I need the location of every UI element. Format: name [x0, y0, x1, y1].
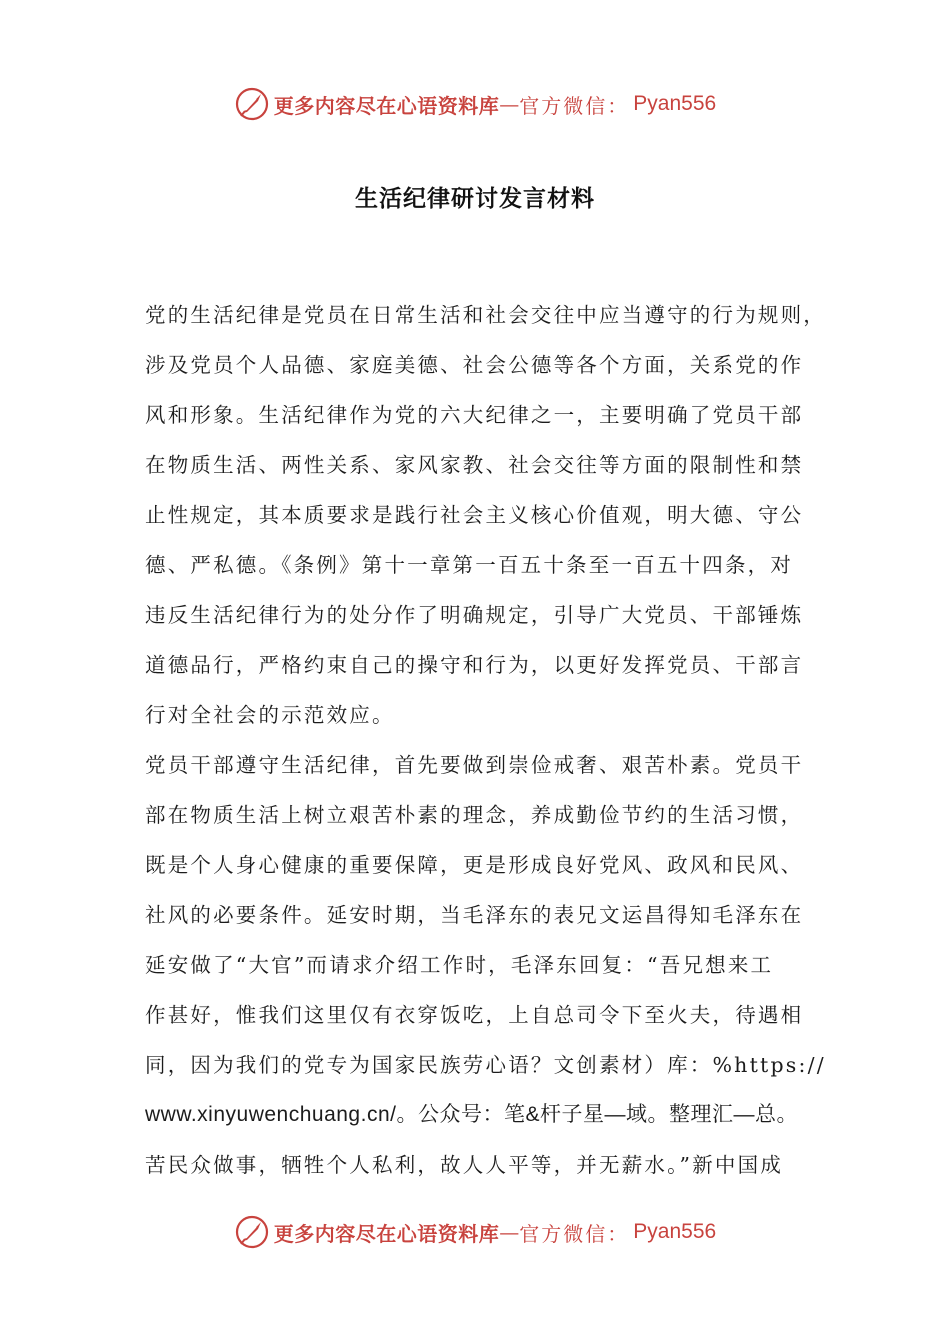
- document-title: 生活纪律研讨发言材料: [355, 186, 595, 212]
- text-line: 同，因为我们的党专为国家民族劳心语？文创素材）库：%https://: [145, 1053, 826, 1077]
- official-wechat-label: 官方微信：: [519, 1221, 630, 1246]
- text-line: 在物质生活、两性关系、家风家教、社会交往等方面的限制性和禁: [145, 453, 804, 477]
- wechat-id: Pyan556: [633, 1220, 717, 1243]
- brand-dash: —: [499, 92, 520, 116]
- text-line: 延安做了“大官”而请求介绍工作时，毛泽东回复：“吾兄想来工: [145, 953, 774, 977]
- quill-logo-icon: [234, 1214, 270, 1250]
- text-line: 违反生活纪律行为的处分作了明确规定，引导广大党员、干部锤炼: [145, 603, 804, 627]
- text-line: 社风的必要条件。延安时期，当毛泽东的表兄文运昌得知毛泽东在: [145, 903, 804, 927]
- text-line: 德、严私德。《条例》第十一章第一百五十条至一百五十四条，对: [145, 553, 794, 577]
- text-line: 止性规定，其本质要求是践行社会主义核心价值观，明大德、守公: [145, 503, 804, 527]
- brand-dash: —: [499, 1220, 520, 1244]
- document-body: [145, 292, 826, 1192]
- wechat-id: Pyan556: [633, 92, 717, 115]
- text-line: 部在物质生活上树立艰苦朴素的理念，养成勤俭节约的生活习惯，: [145, 803, 804, 827]
- text-line: 涉及党员个人品德、家庭美德、社会公德等各个方面，关系党的作: [145, 353, 804, 377]
- official-wechat-label: 官方微信：: [519, 93, 630, 118]
- text-line: 既是个人身心健康的重要保障，更是形成良好党风、政风和民风、: [145, 853, 804, 877]
- brand-text: 更多内容尽在心语资料库: [273, 93, 500, 118]
- text-line: 党的生活纪律是党员在日常生活和社会交往中应当遵守的行为规则，: [145, 303, 826, 327]
- quill-logo-icon: [234, 86, 270, 122]
- footer-banner: [0, 1212, 950, 1252]
- text-line: 苦民众做事，牺牲个人私利，故人人平等，并无薪水。”新中国成: [145, 1153, 784, 1177]
- brand-text: 更多内容尽在心语资料库: [273, 1221, 500, 1246]
- text-line: 风和形象。生活纪律作为党的六大纪律之一，主要明确了党员干部: [145, 403, 804, 427]
- text-line: 行对全社会的示范效应。: [145, 703, 395, 727]
- text-line-url: www.xinyuwenchuang.cn/。公众号：笔&杆子星—域。整理汇—总。: [145, 1103, 798, 1126]
- text-line: 道德品行，严格约束自己的操守和行为，以更好发挥党员、干部言: [145, 653, 804, 677]
- text-line: 作甚好，惟我们这里仅有衣穿饭吃，上自总司令下至火夫，待遇相: [145, 1003, 804, 1027]
- text-line: 党员干部遵守生活纪律，首先要做到崇俭戒奢、艰苦朴素。党员干: [145, 753, 804, 777]
- header-banner: [0, 84, 950, 124]
